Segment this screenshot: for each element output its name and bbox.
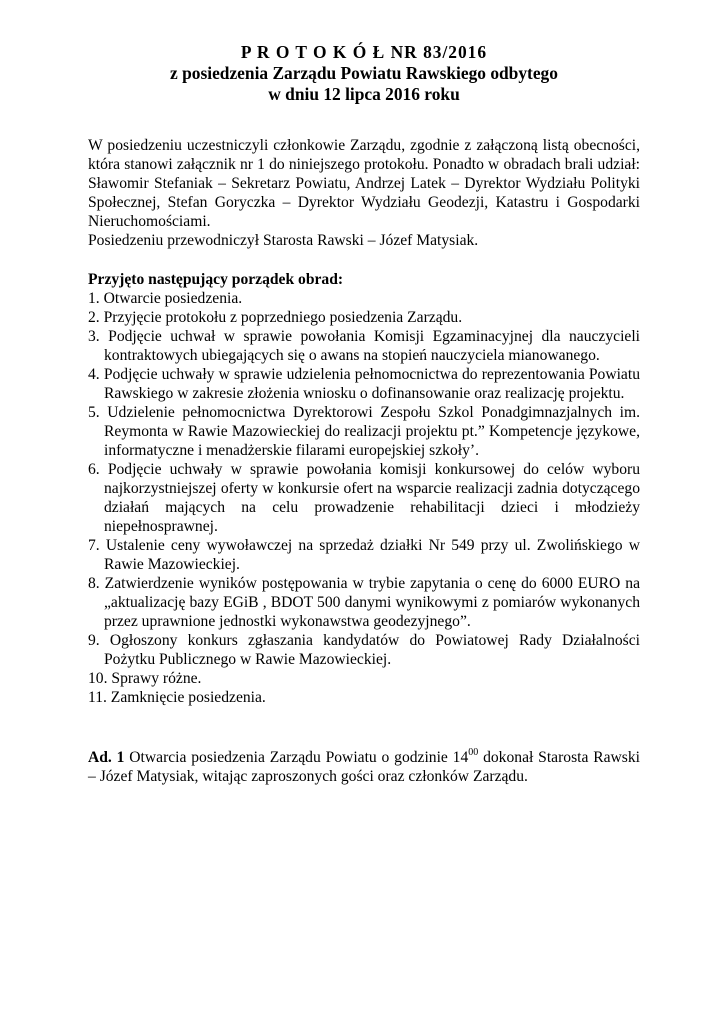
document-title xyxy=(88,42,640,105)
agenda-item-8: 8. Zatwierdzenie wyników postępowania w trybie zapytania o cenę do 6000 EURO na „aktualizację bazy EGiB , BDOT 500 danymi wynikowymi z pomiarów wykonanych przez uprawnione jednostki wykonawstwa geodezyjnego”. xyxy=(88,575,640,630)
agenda-item-2: 2. Przyjęcie protokołu z poprzedniego posiedzenia Zarządu. xyxy=(88,309,463,326)
agenda-item-6: 6. Podjęcie uchwały w sprawie powołania komisji konkursowej do celów wyboru najkorzystniejszej oferty w konkursie ofert na wsparcie realizacji zadnia dotyczącego działań mających na celu prowadzenie rehabilitacji dzieci i młodzieży niepełnosprawnej. xyxy=(88,461,640,535)
agenda-item-5: 5. Udzielenie pełnomocnictwa Dyrektorowi Zespołu Szkol Ponadgimnazjalnych im. Reymonta w Rawie Mazowieckiej do realizacji projektu pt.” Kompetencje językowe, informatyczne i menadżerskie filarami europejskiej szkoły’. xyxy=(88,404,640,459)
chair-line: Posiedzeniu przewodniczył Starosta Rawski – Józef Matysiak. xyxy=(88,232,479,249)
agenda-item-3: 3. Podjęcie uchwał w sprawie powołania Komisji Egzaminacyjnej dla nauczycieli kontraktowych ubiegających się o awans na stopień nauczyciela mianowanego. xyxy=(88,328,640,364)
intro-paragraph: W posiedzeniu uczestniczyli członkowie Zarządu, zgodnie z załączoną listą obecności, która stanowi załącznik nr 1 do niniejszego protokołu. Ponadto w obradach brali udział: Sławomir Stefaniak – Sekretarz Powiatu, Andrzej Latek – Dyrektor Wydziału Polityki Społecznej, Stefan Goryczka – Dyrektor Wydziału Geodezji, Katastru i Gospodarki Nieruchomościami. xyxy=(88,137,640,230)
intro-section xyxy=(88,136,640,250)
agenda-item-7: 7. Ustalenie ceny wywoławczej na sprzedaż działki Nr 549 przy ul. Zwolińskiego w Rawie Mazowieckiej. xyxy=(88,537,640,573)
title-meeting-description: z posiedzenia Zarządu Powiatu Rawskiego odbytego xyxy=(170,63,558,83)
ad1-label: Ad. 1 xyxy=(88,749,125,766)
agenda-item-11: 11. Zamknięcie posiedzenia. xyxy=(88,689,266,706)
ad1-paragraph xyxy=(88,748,640,786)
ad1-text-after: dokonał Starosta Rawski – Józef Matysiak, witając zaproszonych gości oraz członków Zarządu. xyxy=(88,749,640,785)
ad1-text-before: Otwarcia posiedzenia Zarządu Powiatu o godzinie 14 xyxy=(124,749,469,766)
title-meeting-date: w dniu 12 lipca 2016 roku xyxy=(268,84,460,104)
agenda-list xyxy=(88,289,640,707)
agenda-item-10: 10. Sprawy różne. xyxy=(88,670,202,687)
agenda-item-4: 4. Podjęcie uchwały w sprawie udzielenia pełnomocnictwa do reprezentowania Powiatu Rawskiego w zakresie złożenia wniosku o dofinansowanie oraz realizację projektu. xyxy=(88,366,640,402)
title-protocol-number: P R O T O K Ó Ł NR 83/2016 xyxy=(240,42,488,62)
agenda-item-9: 9. Ogłoszony konkurs zgłaszania kandydatów do Powiatowej Rady Działalności Pożytku Publicznego w Rawie Mazowieckiej. xyxy=(88,632,640,668)
document-page xyxy=(88,42,640,786)
agenda-heading: Przyjęto następujący porządek obrad: xyxy=(88,271,344,288)
ad1-time-superscript: 00 xyxy=(468,747,479,758)
agenda-item-1: 1. Otwarcie posiedzenia. xyxy=(88,290,243,307)
